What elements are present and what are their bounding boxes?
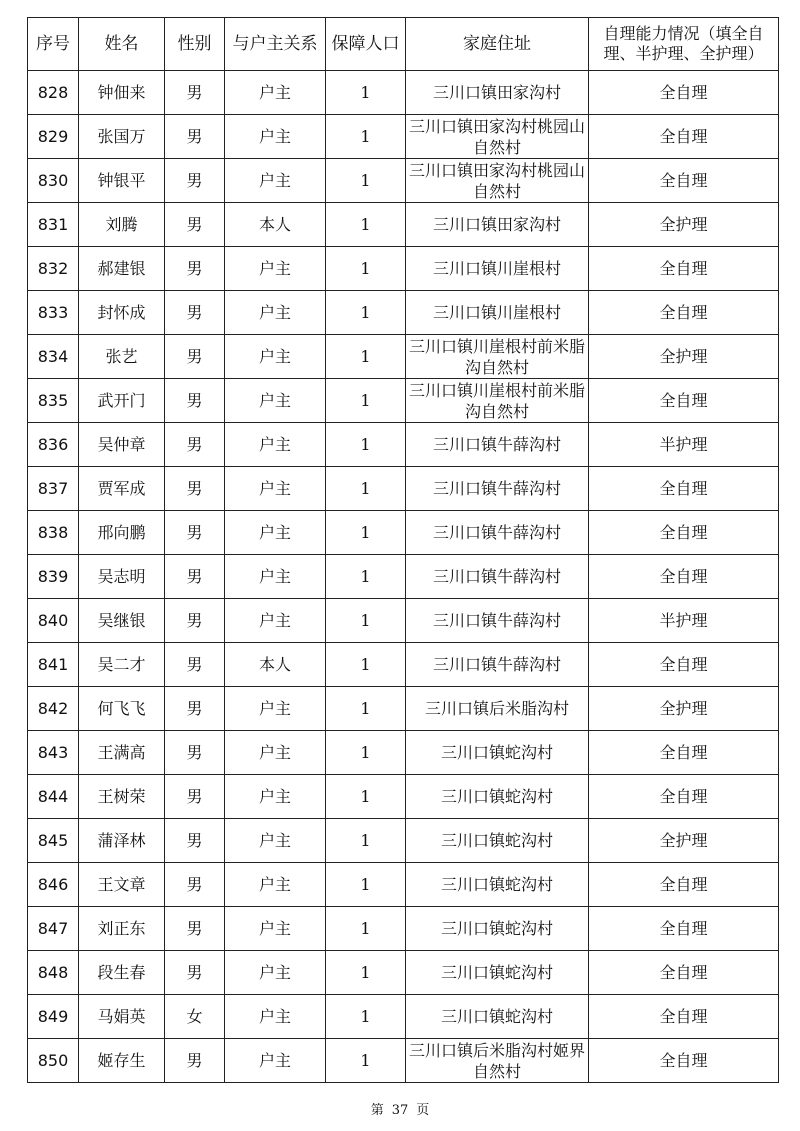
cell-name: 郝建银 [79,247,165,291]
cell-no: 850 [28,1039,79,1083]
cell-gender: 男 [165,71,225,115]
cell-persons: 1 [326,643,406,687]
cell-name: 王满高 [79,731,165,775]
table-row [28,819,779,863]
page-footer [0,1099,800,1118]
cell-address: 三川口镇蛇沟村 [406,819,589,863]
cell-gender: 男 [165,467,225,511]
cell-no: 837 [28,467,79,511]
cell-name: 吴二才 [79,643,165,687]
cell-selfcare: 全自理 [589,555,779,599]
cell-name: 马娟英 [79,995,165,1039]
cell-no: 842 [28,687,79,731]
cell-selfcare: 全自理 [589,907,779,951]
cell-selfcare: 全自理 [589,159,779,203]
table-row [28,247,779,291]
cell-relation: 户主 [225,731,326,775]
table-row [28,71,779,115]
footer-prefix: 第 [370,1103,384,1118]
cell-name: 钟佃来 [79,71,165,115]
cell-relation: 户主 [225,423,326,467]
cell-persons: 1 [326,907,406,951]
cell-address: 三川口镇牛薛沟村 [406,467,589,511]
header-no: 序号 [28,18,79,71]
cell-gender: 男 [165,907,225,951]
cell-selfcare: 全自理 [589,643,779,687]
cell-no: 829 [28,115,79,159]
table-row [28,159,779,203]
cell-relation: 户主 [225,335,326,379]
cell-selfcare: 全自理 [589,115,779,159]
cell-relation: 户主 [225,907,326,951]
cell-persons: 1 [326,863,406,907]
cell-persons: 1 [326,731,406,775]
cell-name: 王树荣 [79,775,165,819]
cell-persons: 1 [326,555,406,599]
table-row [28,467,779,511]
cell-no: 847 [28,907,79,951]
cell-name: 武开门 [79,379,165,423]
table-row [28,643,779,687]
cell-selfcare: 全自理 [589,511,779,555]
cell-selfcare: 半护理 [589,599,779,643]
cell-persons: 1 [326,995,406,1039]
cell-address: 三川口镇蛇沟村 [406,775,589,819]
cell-name: 姬存生 [79,1039,165,1083]
cell-no: 848 [28,951,79,995]
table-row [28,863,779,907]
cell-persons: 1 [326,71,406,115]
cell-address: 三川口镇牛薛沟村 [406,599,589,643]
cell-name: 何飞飞 [79,687,165,731]
cell-persons: 1 [326,379,406,423]
cell-selfcare: 全护理 [589,203,779,247]
cell-relation: 户主 [225,863,326,907]
cell-address: 三川口镇田家沟村桃园山自然村 [406,115,589,159]
cell-selfcare: 全自理 [589,291,779,335]
cell-address: 三川口镇后米脂沟村姬界自然村 [406,1039,589,1083]
cell-address: 三川口镇田家沟村桃园山自然村 [406,159,589,203]
cell-selfcare: 全自理 [589,71,779,115]
cell-name: 钟银平 [79,159,165,203]
cell-selfcare: 全护理 [589,335,779,379]
cell-relation: 户主 [225,775,326,819]
cell-address: 三川口镇后米脂沟村 [406,687,589,731]
cell-gender: 男 [165,511,225,555]
cell-no: 840 [28,599,79,643]
table-row [28,555,779,599]
cell-persons: 1 [326,1039,406,1083]
cell-name: 张艺 [79,335,165,379]
cell-address: 三川口镇牛薛沟村 [406,643,589,687]
header-selfcare: 自理能力情况（填全自理、半护理、全护理） [589,18,779,71]
cell-relation: 户主 [225,599,326,643]
cell-gender: 女 [165,995,225,1039]
cell-address: 三川口镇蛇沟村 [406,863,589,907]
cell-gender: 男 [165,379,225,423]
footer-suffix: 页 [416,1103,430,1118]
page-number: 37 [391,1103,409,1118]
cell-gender: 男 [165,951,225,995]
header-name: 姓名 [79,18,165,71]
header-relation: 与户主关系 [225,18,326,71]
cell-relation: 户主 [225,291,326,335]
cell-address: 三川口镇蛇沟村 [406,731,589,775]
cell-gender: 男 [165,599,225,643]
cell-relation: 户主 [225,159,326,203]
cell-relation: 户主 [225,1039,326,1083]
table-row [28,335,779,379]
cell-no: 831 [28,203,79,247]
cell-no: 832 [28,247,79,291]
cell-selfcare: 全护理 [589,687,779,731]
cell-relation: 户主 [225,995,326,1039]
cell-no: 845 [28,819,79,863]
cell-relation: 户主 [225,71,326,115]
cell-address: 三川口镇川崖根村 [406,291,589,335]
cell-gender: 男 [165,203,225,247]
table-row [28,775,779,819]
cell-no: 830 [28,159,79,203]
cell-relation: 户主 [225,247,326,291]
cell-name: 吴志明 [79,555,165,599]
cell-selfcare: 全自理 [589,995,779,1039]
cell-name: 王文章 [79,863,165,907]
cell-persons: 1 [326,819,406,863]
cell-no: 833 [28,291,79,335]
cell-address: 三川口镇川崖根村 [406,247,589,291]
cell-no: 836 [28,423,79,467]
cell-no: 839 [28,555,79,599]
cell-no: 849 [28,995,79,1039]
cell-relation: 户主 [225,819,326,863]
cell-persons: 1 [326,599,406,643]
cell-relation: 本人 [225,643,326,687]
cell-address: 三川口镇牛薛沟村 [406,423,589,467]
table-row [28,511,779,555]
cell-address: 三川口镇川崖根村前米脂沟自然村 [406,335,589,379]
cell-gender: 男 [165,159,225,203]
table-row [28,1039,779,1083]
header-gender: 性别 [165,18,225,71]
cell-relation: 户主 [225,115,326,159]
cell-address: 三川口镇田家沟村 [406,203,589,247]
cell-no: 843 [28,731,79,775]
cell-no: 844 [28,775,79,819]
cell-gender: 男 [165,863,225,907]
header-persons: 保障人口 [326,18,406,71]
cell-name: 吴继银 [79,599,165,643]
cell-name: 蒲泽林 [79,819,165,863]
cell-address: 三川口镇牛薛沟村 [406,555,589,599]
table-row [28,423,779,467]
cell-name: 封怀成 [79,291,165,335]
cell-selfcare: 全自理 [589,467,779,511]
cell-selfcare: 全护理 [589,819,779,863]
cell-address: 三川口镇蛇沟村 [406,907,589,951]
cell-persons: 1 [326,115,406,159]
cell-selfcare: 全自理 [589,863,779,907]
cell-relation: 户主 [225,555,326,599]
cell-selfcare: 全自理 [589,951,779,995]
cell-name: 吴仲章 [79,423,165,467]
cell-selfcare: 全自理 [589,379,779,423]
cell-gender: 男 [165,819,225,863]
cell-gender: 男 [165,247,225,291]
table-row [28,599,779,643]
cell-selfcare: 全自理 [589,775,779,819]
header-row [28,18,779,71]
cell-selfcare: 全自理 [589,1039,779,1083]
table-row [28,907,779,951]
cell-relation: 户主 [225,467,326,511]
cell-name: 刘正东 [79,907,165,951]
cell-persons: 1 [326,951,406,995]
cell-persons: 1 [326,467,406,511]
cell-name: 贾军成 [79,467,165,511]
cell-persons: 1 [326,203,406,247]
cell-gender: 男 [165,115,225,159]
cell-persons: 1 [326,247,406,291]
cell-gender: 男 [165,423,225,467]
cell-gender: 男 [165,1039,225,1083]
cell-persons: 1 [326,687,406,731]
cell-selfcare: 全自理 [589,247,779,291]
cell-persons: 1 [326,511,406,555]
cell-address: 三川口镇川崖根村前米脂沟自然村 [406,379,589,423]
cell-gender: 男 [165,335,225,379]
cell-name: 刘腾 [79,203,165,247]
cell-gender: 男 [165,731,225,775]
cell-relation: 户主 [225,511,326,555]
roster-body [28,71,779,1083]
cell-relation: 户主 [225,951,326,995]
cell-name: 邢向鹏 [79,511,165,555]
table-row [28,687,779,731]
table-row [28,995,779,1039]
cell-gender: 男 [165,775,225,819]
cell-no: 834 [28,335,79,379]
table-row [28,731,779,775]
cell-gender: 男 [165,291,225,335]
cell-gender: 男 [165,687,225,731]
cell-no: 828 [28,71,79,115]
cell-address: 三川口镇蛇沟村 [406,951,589,995]
cell-selfcare: 半护理 [589,423,779,467]
cell-persons: 1 [326,775,406,819]
cell-persons: 1 [326,423,406,467]
cell-name: 张国万 [79,115,165,159]
cell-persons: 1 [326,291,406,335]
table-row [28,115,779,159]
cell-no: 841 [28,643,79,687]
table-row [28,951,779,995]
cell-gender: 男 [165,555,225,599]
table-row [28,379,779,423]
cell-address: 三川口镇蛇沟村 [406,995,589,1039]
cell-persons: 1 [326,335,406,379]
table-row [28,203,779,247]
cell-relation: 本人 [225,203,326,247]
cell-no: 846 [28,863,79,907]
roster-table [27,17,779,1083]
cell-address: 三川口镇牛薛沟村 [406,511,589,555]
header-address: 家庭住址 [406,18,589,71]
cell-relation: 户主 [225,687,326,731]
table-row [28,291,779,335]
cell-relation: 户主 [225,379,326,423]
cell-no: 838 [28,511,79,555]
cell-persons: 1 [326,159,406,203]
cell-selfcare: 全自理 [589,731,779,775]
cell-gender: 男 [165,643,225,687]
cell-name: 段生春 [79,951,165,995]
cell-address: 三川口镇田家沟村 [406,71,589,115]
cell-no: 835 [28,379,79,423]
